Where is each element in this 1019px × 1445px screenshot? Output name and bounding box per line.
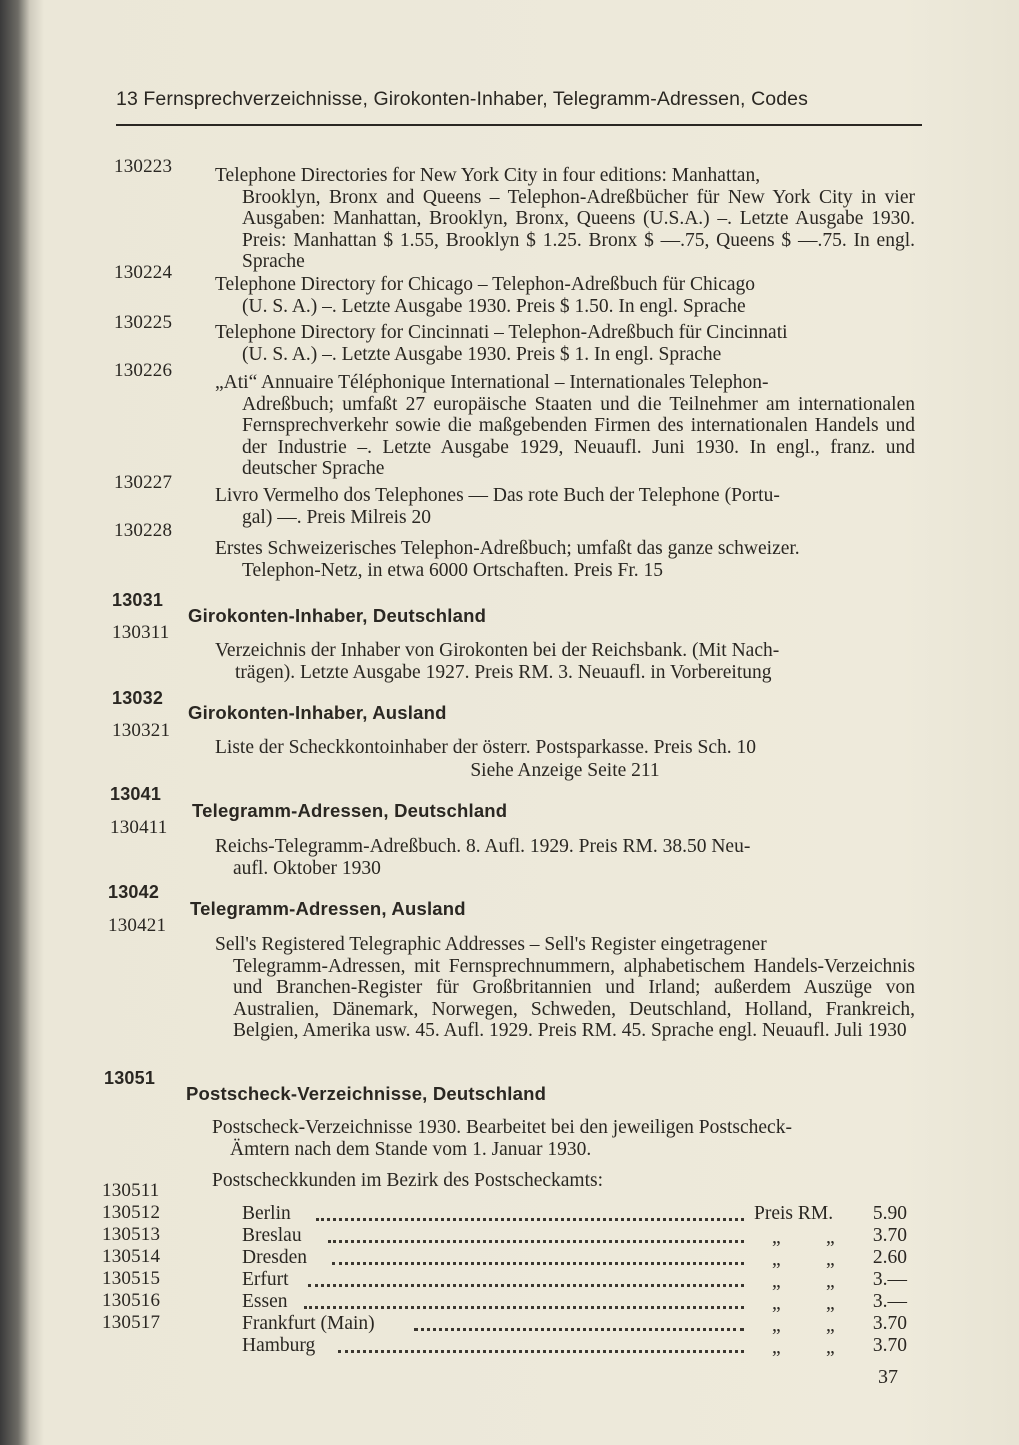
entry-continuation: gal) —. Preis Milreis 20 [242,506,432,528]
entry-text [215,538,915,581]
price-amount: 3.70 [872,1335,907,1356]
dot-leader [332,1260,744,1265]
entry-code: 130514 [102,1246,161,1267]
price-label: Preis RM. [754,1203,834,1224]
list-heading: Postscheckkunden im Bezirk des Postscheckamts: [212,1170,604,1191]
ditto-mark: „ [772,1227,781,1248]
entry-code: 130225 [114,312,173,333]
ditto-mark: „ [772,1271,781,1292]
entry-code: 130513 [102,1224,161,1245]
entry-code: 130228 [114,520,173,541]
ditto-mark: „ [826,1293,835,1314]
section-title: Postscheck-Verzeichnisse, Deutschland [186,1083,547,1104]
ditto-mark: „ [772,1293,781,1314]
entry-code: 130227 [114,472,173,493]
entry-text [215,737,915,759]
section-code: 13042 [108,882,160,902]
ditto-mark: „ [772,1337,781,1358]
price-row [242,1203,907,1225]
entry-continuation: (U. S. A.) –. Letzte Ausgabe 1930. Preis $ 1. In engl. Sprache [242,343,722,365]
price-amount: 3.— [872,1291,907,1312]
entry-code: 130223 [114,156,173,177]
entry-continuation: Adreßbuch; umfaßt 27 europäische Staaten und die Teilnehmer am internationalen Fernsprechverkehr sowie die maßgebenden Firmen des internationalen Handels und der Industrie –. Letzte Ausgabe 1929, Neuaufl. Juni 1930. In engl., franz. und deutscher Sprache [242,393,915,479]
city-name: Hamburg [242,1335,316,1356]
section-title: Girokonten-Inhaber, Deutschland [188,605,487,626]
page-header: 13 Fernsprechverzeichnisse, Girokonten-Inhaber, Telegramm-Adressen, Codes [116,88,808,110]
entry-continuation: trägen). Letzte Ausgabe 1927. Preis RM. 3. Neuaufl. in Vorbereitung [235,661,772,683]
header-rule [116,124,922,126]
price-row [242,1225,907,1247]
entry-code: 130516 [102,1290,161,1311]
price-amount: 3.— [872,1269,907,1290]
entry-text [215,934,915,1042]
entry-code: 130311 [112,622,170,643]
price-row [242,1291,907,1313]
city-name: Erfurt [242,1269,289,1290]
entry-continuation: Ämtern nach dem Stande vom 1. Januar 1930. [230,1138,592,1160]
city-name: Berlin [242,1203,291,1224]
entry-continuation: aufl. Oktober 1930 [233,857,381,879]
dot-leader [316,1216,744,1221]
entry-code: 130511 [102,1180,160,1201]
entry-text [212,1117,917,1160]
price-row [242,1335,907,1357]
entry-first-line: Liste der Scheckkontoinhaber der österr. Postsparkasse. Preis Sch. 10 [215,737,757,758]
entry-code: 130515 [102,1268,161,1289]
city-name: Essen [242,1291,288,1312]
page-number: 37 [878,1366,898,1388]
entry-first-line: Telephone Directory for Cincinnati – Telephon-Adreßbuch für Cincinnati [215,322,788,343]
dot-leader [308,1282,744,1287]
ditto-mark: „ [772,1315,781,1336]
ditto-mark: „ [826,1227,835,1248]
price-row [242,1269,907,1291]
city-name: Dresden [242,1247,307,1268]
entry-text [215,640,915,683]
section-code: 13051 [104,1068,156,1088]
section-code: 13041 [110,784,162,804]
entry-code: 130226 [114,360,173,381]
ditto-mark: „ [772,1249,781,1270]
advert-reference: Siehe Anzeige Seite 211 [470,760,660,781]
entry-continuation: Brooklyn, Bronx and Queens – Telephon-Adreßbücher für New York City in vier Ausgaben: Manhattan, Brooklyn, Bronx, Queens (U.S.A.) –. Letzte Ausgabe 1930. Preis: Manhattan $ 1.55, Brooklyn $ 1.25. Bronx $ —.75, Queens $ —.75. In engl. Sprache [242,186,915,272]
price-amount: 2.60 [872,1247,907,1268]
entry-code: 130224 [114,262,173,283]
section-title: Telegramm-Adressen, Ausland [190,898,466,919]
price-row [242,1247,907,1269]
entry-continuation: Telegramm-Adressen, mit Fernsprechnummern, alphabetischem Handels-Verzeichnis und Branchen-Register für Großbritannien und Irland; außerdem Auszüge von Australien, Dänemark, Norwegen, Schweden, Deutschland, Holland, Frankreich, Belgien, Amerika usw. 45. Aufl. 1929. Preis RM. 45. Sprache engl. Neuaufl. Juli 1930 [233,955,915,1041]
section-code: 13031 [112,590,164,610]
entry-text [215,274,915,317]
price-amount: 5.90 [872,1203,907,1224]
entry-text [215,165,915,273]
section-code: 13032 [112,688,164,708]
entry-first-line: Telephone Directories for New York City in four editions: Manhattan, [215,165,761,186]
entry-text [215,322,915,365]
entry-first-line: Reichs-Telegramm-Adreßbuch. 8. Aufl. 1929. Preis RM. 38.50 Neu- [215,836,751,857]
entry-first-line: Verzeichnis der Inhaber von Girokonten bei der Reichsbank. (Mit Nach- [215,640,780,661]
section-title: Girokonten-Inhaber, Ausland [188,702,447,723]
entry-first-line: Sell's Registered Telegraphic Addresses – Sell's Register eingetragener [215,934,767,955]
entry-code: 130512 [102,1202,161,1223]
section-title: Telegramm-Adressen, Deutschland [192,800,508,821]
dot-leader [304,1304,744,1309]
city-name: Frankfurt (Main) [242,1313,375,1334]
entry-code: 130517 [102,1312,161,1333]
entry-first-line: Telephone Directory for Chicago – Telephon-Adreßbuch für Chicago [215,274,756,295]
city-name: Breslau [242,1225,302,1246]
entry-code: 130421 [108,915,167,936]
dot-leader [338,1348,744,1353]
dot-leader [328,1238,744,1243]
entry-text [215,836,915,879]
entry-continuation: (U. S. A.) –. Letzte Ausgabe 1930. Preis $ 1.50. In engl. Sprache [242,295,746,317]
entry-first-line: Erstes Schweizerisches Telephon-Adreßbuch; umfaßt das ganze schweizer. [215,538,800,559]
entry-text [215,372,915,480]
entry-text [215,485,915,528]
entry-code: 130321 [112,720,171,741]
entry-first-line: Postscheck-Verzeichnisse 1930. Bearbeitet bei den jeweiligen Postscheck- [212,1117,792,1138]
entry-first-line: Livro Vermelho dos Telephones — Das rote Buch der Telephone (Portu- [215,485,780,506]
entry-first-line: „Ati“ Annuaire Téléphonique International – Internationales Telephon- [215,372,769,393]
price-amount: 3.70 [872,1313,907,1334]
price-row [242,1313,907,1335]
ditto-mark: „ [826,1249,835,1270]
ditto-mark: „ [826,1315,835,1336]
price-amount: 3.70 [872,1225,907,1246]
ditto-mark: „ [826,1271,835,1292]
dot-leader [414,1326,744,1331]
entry-continuation: Telephon-Netz, in etwa 6000 Ortschaften. Preis Fr. 15 [242,559,664,581]
ditto-mark: „ [826,1337,835,1358]
entry-code: 130411 [110,817,168,838]
